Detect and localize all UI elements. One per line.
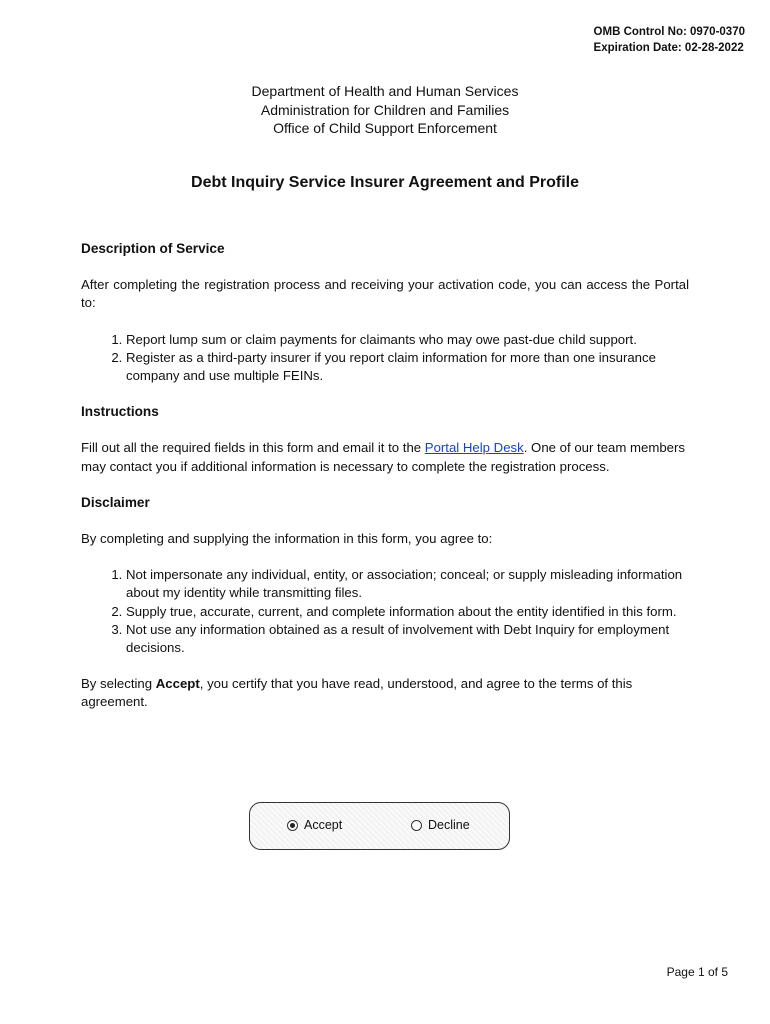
certify-text	[81, 675, 689, 711]
portal-help-desk-link[interactable]: Portal Help Desk	[424, 440, 524, 456]
description-item: 1. Report lump sum or claim payments for claimants who may owe past-due child support.	[126, 331, 689, 349]
description-heading: Description of Service	[81, 241, 225, 256]
instructions-heading: Instructions	[81, 404, 159, 420]
document-body	[81, 240, 689, 730]
disclaimer-heading: Disclaimer	[81, 494, 150, 510]
agency-administration: Administration for Children and Families	[260, 101, 510, 118]
radio-checked-icon	[287, 820, 298, 831]
agency-office: Office of Child Support Enforcement	[273, 120, 497, 136]
disclaimer-item: 3. Not use any information obtained as a result of involvement with Debt Inquiry for employment decisions.	[126, 621, 689, 657]
instructions-text-after: . One of our team members may contact you if additional information is necessary to complete the registration process.	[81, 440, 685, 474]
disclaimer-list	[81, 566, 689, 657]
omb-info	[594, 24, 745, 56]
expiration-date: Expiration Date: 02-28-2022	[593, 42, 744, 54]
description-list	[81, 331, 689, 386]
description-item: 2. Register as a third-party insurer if you report claim information for more than one insurance company and use multiple FEINs.	[126, 349, 689, 385]
instructions-text-before: Fill out all the required fields in this form and email it to the	[81, 440, 425, 456]
agency-department: Department of Health and Human Services	[251, 83, 519, 99]
page-number: Page 1 of 5	[666, 965, 728, 979]
instructions-text	[81, 439, 689, 475]
decline-label: Decline	[428, 818, 470, 832]
accept-decline-group	[249, 802, 510, 850]
description-intro: After completing the registration process and receiving your activation code, you can access the Portal to:	[81, 277, 689, 311]
disclaimer-item: 2. Supply true, accurate, current, and complete information about the entity identified in this form.	[126, 603, 689, 621]
agency-block	[0, 82, 770, 138]
disclaimer-item: 1. Not impersonate any individual, entity, or association; conceal; or supply misleading information about my identity while transmitting files.	[126, 566, 689, 602]
certify-bold-accept: Accept	[155, 676, 200, 692]
certify-text-before: By selecting	[81, 676, 156, 692]
radio-unchecked-icon	[411, 820, 422, 831]
omb-control-number: OMB Control No: 0970-0370	[593, 26, 745, 38]
decline-radio[interactable]	[411, 818, 470, 832]
disclaimer-intro: By completing and supplying the information in this form, you agree to:	[81, 531, 493, 547]
accept-label: Accept	[304, 818, 343, 832]
accept-radio[interactable]	[287, 818, 342, 832]
certify-text-after: , you certify that you have read, understood, and agree to the terms of this agreement.	[81, 676, 633, 710]
document-title: Debt Inquiry Service Insurer Agreement and Profile	[191, 174, 579, 191]
